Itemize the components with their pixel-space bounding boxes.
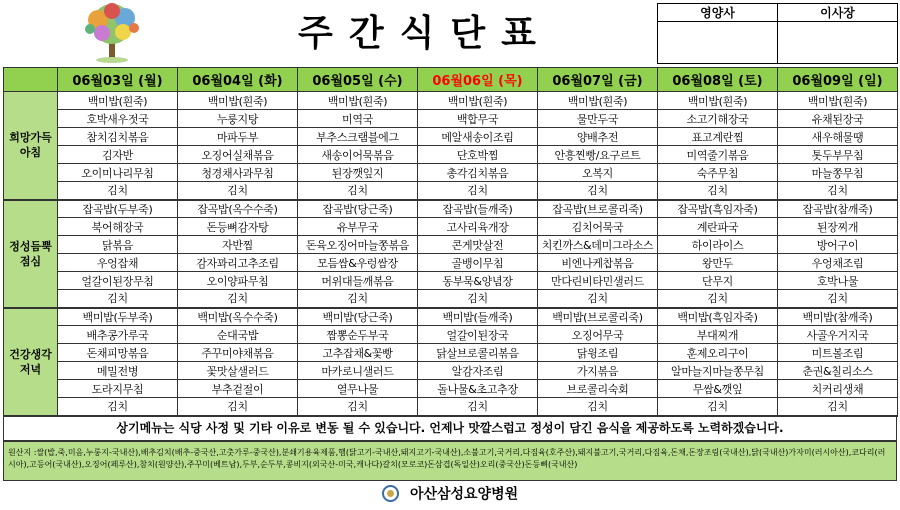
menu-item: 메알새송이조림: [418, 128, 538, 146]
menu-item: 방어구이: [778, 236, 898, 254]
menu-item: 알감자조림: [418, 362, 538, 380]
day-header: 06월05일 (수): [298, 68, 418, 92]
menu-item: 표고계란찜: [658, 128, 778, 146]
day-header-row: [4, 68, 898, 92]
menu-item: 고추잡채&꽃빵: [298, 344, 418, 362]
menu-row: [4, 92, 898, 110]
menu-item: 숙주무침: [658, 164, 778, 182]
menu-item: 비엔나케찹볶음: [538, 254, 658, 272]
menu-item: 주꾸미야채볶음: [178, 344, 298, 362]
menu-item: 하이라이스: [658, 236, 778, 254]
menu-item: 돈육오징어마늘쫑볶음: [298, 236, 418, 254]
menu-item: 오징어무국: [538, 326, 658, 344]
menu-item: 백미밥(옥수수죽): [178, 308, 298, 326]
menu-item: 부대찌개: [658, 326, 778, 344]
menu-row: [4, 110, 898, 128]
day-header: 06월04일 (화): [178, 68, 298, 92]
menu-item: 새우해물땡: [778, 128, 898, 146]
menu-item: 단호박찜: [418, 146, 538, 164]
menu-item: 총각김치볶음: [418, 164, 538, 182]
menu-item: 톳두부무침: [778, 146, 898, 164]
approval-label-nutritionist: 영양사: [658, 4, 778, 22]
menu-item: 오이양파무침: [178, 272, 298, 290]
menu-item: 양배추전: [538, 128, 658, 146]
menu-row: [4, 362, 898, 380]
menu-item: 백미밥(브로콜리죽): [538, 308, 658, 326]
menu-item: 김치: [538, 290, 658, 308]
menu-item: 김치: [58, 398, 178, 416]
menu-item: 순대국밥: [178, 326, 298, 344]
menu-item: 잡곡밥(참깨죽): [778, 200, 898, 218]
menu-item: 마파두부: [178, 128, 298, 146]
menu-item: 잡곡밥(들깨죽): [418, 200, 538, 218]
meal-label: 건강생각 저녁: [4, 308, 58, 416]
menu-item: 백미밥(흰죽): [418, 92, 538, 110]
menu-item: 김치: [58, 182, 178, 200]
menu-item: 메밀전병: [58, 362, 178, 380]
menu-item: 김치: [298, 290, 418, 308]
menu-item: 부추겉절이: [178, 380, 298, 398]
menu-item: 김치: [418, 398, 538, 416]
menu-item: 닭볶음: [58, 236, 178, 254]
day-header: 06월08일 (토): [658, 68, 778, 92]
menu-item: 북어해장국: [58, 218, 178, 236]
day-header: 06월09일 (일): [778, 68, 898, 92]
menu-item: 김치: [58, 290, 178, 308]
menu-item: 김치: [538, 398, 658, 416]
day-header: 06월06일 (목): [418, 68, 538, 92]
menu-item: 배추콩가루국: [58, 326, 178, 344]
menu-item: 백미밥(흰죽): [298, 92, 418, 110]
menu-item: 김치: [778, 398, 898, 416]
menu-item: 청경채사과무침: [178, 164, 298, 182]
menu-item: 백미밥(참깨죽): [778, 308, 898, 326]
menu-item: 훈제오리구이: [658, 344, 778, 362]
menu-item: 김치: [178, 182, 298, 200]
menu-item: 김치: [418, 182, 538, 200]
menu-item: 계란파국: [658, 218, 778, 236]
header: [0, 0, 900, 66]
menu-item: 닭살브로콜리볶음: [418, 344, 538, 362]
menu-item: 우엉잡채: [58, 254, 178, 272]
menu-item: 백미밥(흰죽): [58, 92, 178, 110]
day-header: 06월03일 (월): [58, 68, 178, 92]
menu-row: [4, 236, 898, 254]
menu-item: 김치: [658, 290, 778, 308]
menu-item: 김치: [298, 182, 418, 200]
menu-item: 왕만두: [658, 254, 778, 272]
menu-item: 김치: [178, 290, 298, 308]
menu-item: 돈채피망볶음: [58, 344, 178, 362]
menu-item: 김치: [178, 398, 298, 416]
menu-row: [4, 380, 898, 398]
menu-item: 김치: [778, 182, 898, 200]
menu-row: [4, 146, 898, 164]
menu-item: 김자반: [58, 146, 178, 164]
menu-item: 알마늘지마늘쫑무침: [658, 362, 778, 380]
menu-item: 백미밥(들깨죽): [418, 308, 538, 326]
hospital-name: 아산삼성요양병원: [409, 486, 519, 503]
hospital-emblem-icon: [382, 485, 399, 502]
menu-item: 잡곡밥(흑임자죽): [658, 200, 778, 218]
menu-item: 참치김치볶음: [58, 128, 178, 146]
approval-signature-chairman[interactable]: [778, 22, 898, 64]
menu-item: 누룽지탕: [178, 110, 298, 128]
menu-row: [4, 182, 898, 200]
menu-item: 돌나물&초고추장: [418, 380, 538, 398]
menu-item: 김치어묵국: [538, 218, 658, 236]
menu-item: 도라지무침: [58, 380, 178, 398]
menu-item: 마카로니샐러드: [298, 362, 418, 380]
menu-row: [4, 128, 898, 146]
menu-row: [4, 164, 898, 182]
menu-item: 마늘쫑무침: [778, 164, 898, 182]
menu-item: 오징어실채볶음: [178, 146, 298, 164]
menu-row: [4, 272, 898, 290]
menu-item: 백미밥(흰죽): [178, 92, 298, 110]
menu-item: 백미밥(흰죽): [658, 92, 778, 110]
menu-item: 우엉채조림: [778, 254, 898, 272]
menu-item: 짬뽕순두부국: [298, 326, 418, 344]
menu-item: 잡곡밥(당근죽): [298, 200, 418, 218]
menu-item: 감자꽈리고추조림: [178, 254, 298, 272]
menu-item: 미트볼조림: [778, 344, 898, 362]
menu-row: [4, 254, 898, 272]
menu-item: 안흥찐빵/요구르트: [538, 146, 658, 164]
menu-row: [4, 290, 898, 308]
menu-item: 유채된장국: [778, 110, 898, 128]
menu-item: 얼갈이된장국: [418, 326, 538, 344]
menu-item: 얼갈이된장무침: [58, 272, 178, 290]
menu-body: [4, 92, 898, 416]
origin-info: 원산지 :쌀(밥,죽,미음,누룽지-국내산),배추김치(배추-중국산,고춧가루-중국산),분쇄기용육제품,햄(닭고기-국내산,돼지고기-국내산),소불고기,국거리,다짐육(호주산),돼지불고기,국거리,다짐육,돈채,돈장조림(국내산),닭(국내산)가자미(러시아산),코다리(러시아),고등어(국내산),오징어(페루산),참치(원양산),주꾸미(베트남),두부,순두부,콩비지(외국산-미국,캐나다)갈치(모로코)돈삼겹(독일산)오리(중국산)돈등뼈(국내산): [3, 441, 897, 481]
menu-item: 브로콜리숙회: [538, 380, 658, 398]
menu-item: 백미밥(흑임자죽): [658, 308, 778, 326]
approval-box: [657, 3, 898, 64]
menu-item: 호박새우젓국: [58, 110, 178, 128]
menu-item: 된장찌개: [778, 218, 898, 236]
menu-item: 오이미나리무침: [58, 164, 178, 182]
menu-item: 유부무국: [298, 218, 418, 236]
menu-item: 콘게맛살전: [418, 236, 538, 254]
day-header: 06월07일 (금): [538, 68, 658, 92]
menu-item: 물만두국: [538, 110, 658, 128]
menu-item: 잡곡밥(브로콜리죽): [538, 200, 658, 218]
menu-item: 열무나물: [298, 380, 418, 398]
approval-signature-nutritionist[interactable]: [658, 22, 778, 64]
tree-logo-icon: [70, 2, 154, 64]
page-title: 주간식단표: [298, 13, 552, 54]
menu-item: 백미밥(당근죽): [298, 308, 418, 326]
menu-item: 김치: [658, 182, 778, 200]
menu-item: 백합무국: [418, 110, 538, 128]
menu-item: 김치: [538, 182, 658, 200]
meal-label: 정성듬뿍 점심: [4, 200, 58, 308]
footer: [0, 483, 900, 507]
menu-item: 골뱅이무침: [418, 254, 538, 272]
notice-text: 상기메뉴는 식당 사정 및 기타 이유로 변동 될 수 있습니다. 언제나 맛깔스럽고 정성이 담긴 음식을 제공하도록 노력하겠습니다.: [3, 415, 897, 441]
menu-item: 김치: [418, 290, 538, 308]
menu-item: 미역줄기볶음: [658, 146, 778, 164]
menu-item: 백미밥(흰죽): [778, 92, 898, 110]
menu-item: 김치: [778, 290, 898, 308]
menu-item: 부추스크램블에그: [298, 128, 418, 146]
menu-item: 모듬쌈&우렁쌈장: [298, 254, 418, 272]
menu-item: 호박나물: [778, 272, 898, 290]
menu-item: 치커리생채: [778, 380, 898, 398]
menu-row: [4, 344, 898, 362]
meal-label: 희망가득 아침: [4, 92, 58, 200]
menu-item: 닭윙조림: [538, 344, 658, 362]
menu-row: [4, 200, 898, 218]
menu-item: 사골우거지국: [778, 326, 898, 344]
menu-item: 된장깻잎지: [298, 164, 418, 182]
approval-label-chairman: 이사장: [778, 4, 898, 22]
menu-row: [4, 308, 898, 326]
menu-item: 미역국: [298, 110, 418, 128]
menu-item: 자반찜: [178, 236, 298, 254]
menu-item: 백미밥(흰죽): [538, 92, 658, 110]
menu-item: 잡곡밥(옥수수죽): [178, 200, 298, 218]
menu-item: 오복지: [538, 164, 658, 182]
menu-item: 돈등뼈감자탕: [178, 218, 298, 236]
menu-item: 소고기해장국: [658, 110, 778, 128]
menu-item: 치킨까스&데미그라소스: [538, 236, 658, 254]
menu-item: 단무지: [658, 272, 778, 290]
menu-item: 새송이어묵볶음: [298, 146, 418, 164]
menu-row: [4, 218, 898, 236]
menu-item: 동부묵&양념장: [418, 272, 538, 290]
menu-row: [4, 398, 898, 416]
menu-item: 잡곡밥(두부죽): [58, 200, 178, 218]
menu-item: 무쌈&깻잎: [658, 380, 778, 398]
menu-row: [4, 326, 898, 344]
menu-item: 머위대들깨볶음: [298, 272, 418, 290]
menu-item: 춘권&칠리소스: [778, 362, 898, 380]
menu-item: 꽃맛살샐러드: [178, 362, 298, 380]
menu-item: 고사리육개장: [418, 218, 538, 236]
menu-item: 김치: [298, 398, 418, 416]
menu-item: 가지볶음: [538, 362, 658, 380]
corner-cell: [4, 68, 58, 92]
menu-item: 백미밥(두부죽): [58, 308, 178, 326]
menu-item: 만다린비타민샐러드: [538, 272, 658, 290]
weekly-menu-table: [3, 67, 898, 417]
menu-item: 김치: [658, 398, 778, 416]
